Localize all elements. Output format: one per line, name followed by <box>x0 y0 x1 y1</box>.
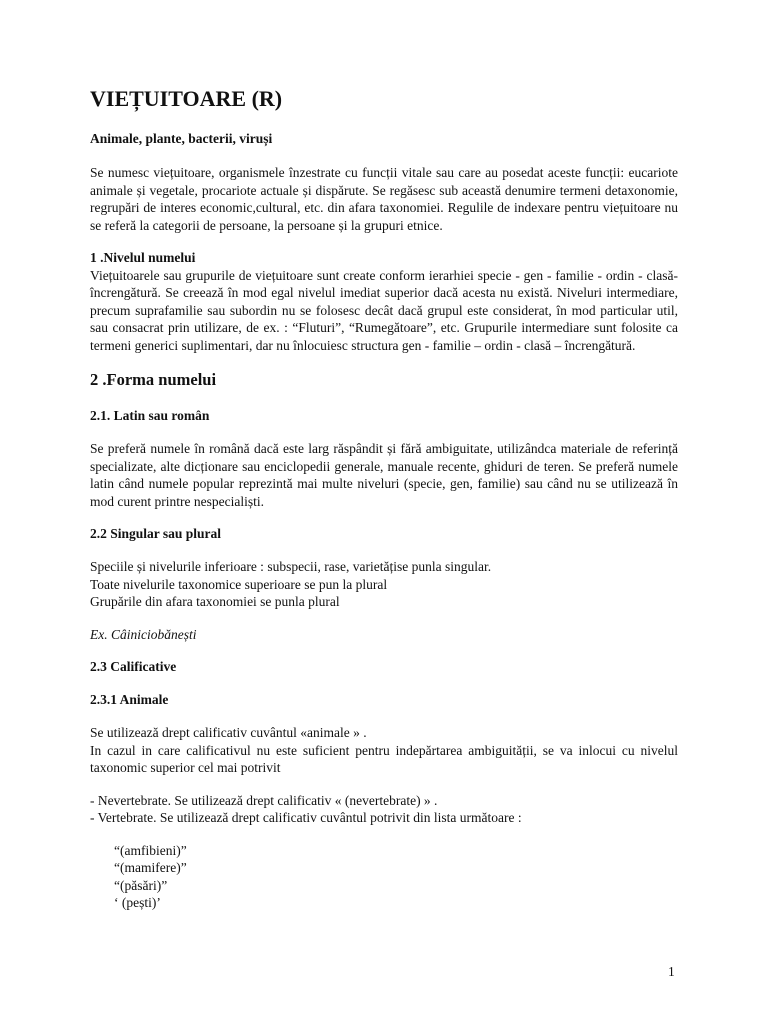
category-line: - Nevertebrate. Se utilizează drept calificativ « (nevertebrate) » . <box>90 792 438 808</box>
page-title: VIEȚUITOARE (R) <box>90 86 283 111</box>
animale-line: In cazul in care calificativul nu este suficient pentru indepărtarea ambiguității, se va inlocui cu nivelul taxonomic superior cel mai potrivit <box>90 742 678 775</box>
section-2-1-heading: 2.1. Latin sau român <box>90 408 210 423</box>
animale-line: Se utilizează drept calificativ cuvântul «animale » . <box>90 725 367 740</box>
list-item: “(păsări)” <box>114 877 168 893</box>
page-subtitle: Animale, plante, bacterii, viruși <box>90 131 273 146</box>
section-1-paragraph: Viețuitoarele sau grupurile de viețuitoare sunt create conform ierarhiei specie - gen - familie - ordin - clasă- încrengătură. Se creează în mod egal nivelul imediat superior dacă acesta nu există. Niveluri intermediare, precum suprafamilie sau subordin nu se folosesc decât dacă grupul este considerat, în mod particular util, sau consacrat prin utilizare, de ex. : “Fluturi”, “Rumegătoare”, etc. Grupurile intermediare sunt folosite ca termeni generici suplimentari, dar nu înlocuiesc structura gen - familie – ordin - clasă – încrengătură. <box>90 267 678 353</box>
example-text: Ex. Câiniciobănești <box>90 626 197 642</box>
section-2-2-line: Speciile și nivelurile inferioare : subspecii, rase, varietățise punla singular. <box>90 559 492 574</box>
section-2-3-1-heading: 2.3.1 Animale <box>90 692 169 707</box>
section-2-2-line: Grupările din afara taxonomiei se punla plural <box>90 594 340 609</box>
list-item: “(amfibieni)” <box>114 842 187 858</box>
list-item: ‘ (pești)’ <box>114 895 161 910</box>
document-page <box>90 84 678 912</box>
list-item: “(mamifere)” <box>114 860 187 875</box>
category-line: - Vertebrate. Se utilizează drept calificativ cuvântul potrivit din lista următoare : <box>90 810 522 825</box>
section-2-2-line: Toate nivelurile taxonomice superioare se pun la plural <box>90 576 388 592</box>
qualifier-list <box>90 842 678 912</box>
page-number: 1 <box>668 964 675 979</box>
section-2-2-heading: 2.2 Singular sau plural <box>90 526 222 541</box>
section-2-3-heading: 2.3 Calificative <box>90 659 177 674</box>
section-2-heading: 2 .Forma numelui <box>90 370 217 389</box>
section-1-heading: 1 .Nivelul numelui <box>90 250 196 265</box>
intro-paragraph: Se numesc viețuitoare, organismele înzestrate cu funcții vitale sau care au posedat aceste funcții: eucariote animale și vegetale, procariote actuale și dispărute. Se regăsesc sub această denumire termeni detaxonomie, regrupări de interes economic,cultural, etc. din afara taxonomiei. Regulile de indexare pentru viețuitoare nu se referă la categorii de persoane, la persoane și la grupuri etnice. <box>90 165 678 233</box>
section-2-1-paragraph: Se preferă numele în română dacă este larg răspândit și fără ambiguitate, utilizândca materiale de referință specializate, alte dicționare sau enciclopedii generale, manuale recente, ghiduri de teren. Se preferă numele latin când numele popular reprezintă mai multe niveluri (specie, gen, familie) sau când nu se utilizează în mod curent printre nespecialiști. <box>90 441 678 509</box>
